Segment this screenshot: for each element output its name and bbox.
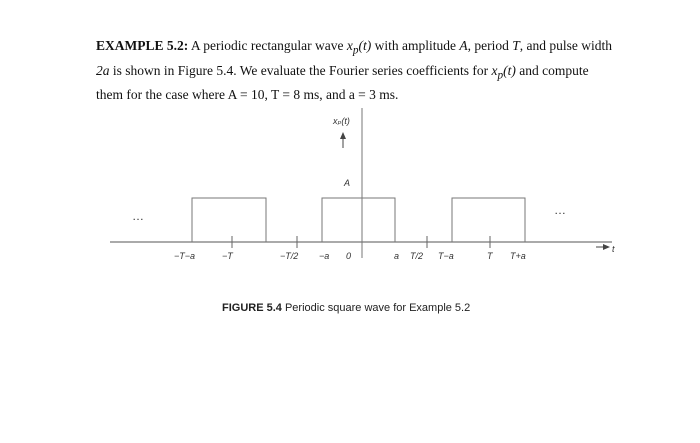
continuation-dots-left: … bbox=[132, 209, 144, 223]
y-arrowhead bbox=[340, 132, 346, 139]
t-arrowhead bbox=[603, 244, 610, 250]
text-span: , and pulse bbox=[519, 38, 578, 53]
text-span: and bbox=[519, 62, 539, 78]
amplitude-symbol: A bbox=[459, 38, 468, 53]
period-symbol: T bbox=[512, 38, 520, 53]
text-span: with amplitude bbox=[374, 38, 456, 53]
tick-label: T+a bbox=[510, 251, 526, 261]
tick-label: −a bbox=[319, 251, 330, 261]
tick-label: −T/2 bbox=[280, 251, 299, 261]
pulse-left bbox=[192, 198, 266, 242]
t-axis-label: t bbox=[612, 244, 615, 254]
caption-text: Periodic square wave for Example 5.2 bbox=[284, 302, 471, 314]
continuation-dots-right: … bbox=[554, 203, 566, 217]
tick-label: 0 bbox=[346, 251, 352, 261]
text-span: is shown in Figure 5.4. We evaluate the Fourier series coefficients for bbox=[112, 62, 489, 78]
text-span: , period bbox=[467, 38, 509, 53]
amplitude-label: A bbox=[344, 178, 351, 188]
tick-label: T/2 bbox=[410, 251, 424, 261]
text-span: A periodic rectangular wave bbox=[190, 38, 344, 53]
figure-number: FIGURE 5.4 bbox=[222, 302, 282, 314]
figure-caption bbox=[222, 302, 470, 314]
pulse-right bbox=[452, 198, 525, 242]
y-axis-label: xₚ(t) bbox=[333, 116, 350, 126]
tick-label: −T−a bbox=[174, 251, 196, 261]
pulse-center bbox=[322, 198, 395, 242]
example-heading: EXAMPLE 5.2: bbox=[96, 38, 189, 53]
width-symbol: 2a bbox=[96, 62, 110, 78]
values-equation: A = 10, T = 8 ms, and a = 3 ms. bbox=[227, 87, 399, 103]
signal-symbol: $x_p(t)$ bbox=[346, 38, 372, 57]
text-span: width bbox=[581, 38, 612, 53]
tick-label: −T bbox=[222, 251, 233, 261]
signal-symbol: $x_p(t)$ bbox=[491, 62, 516, 82]
tick-label: T−a bbox=[438, 251, 454, 261]
text-span: compute them for the case where bbox=[96, 62, 589, 103]
tick-label: T bbox=[487, 251, 493, 261]
tick-label: a bbox=[394, 251, 400, 261]
